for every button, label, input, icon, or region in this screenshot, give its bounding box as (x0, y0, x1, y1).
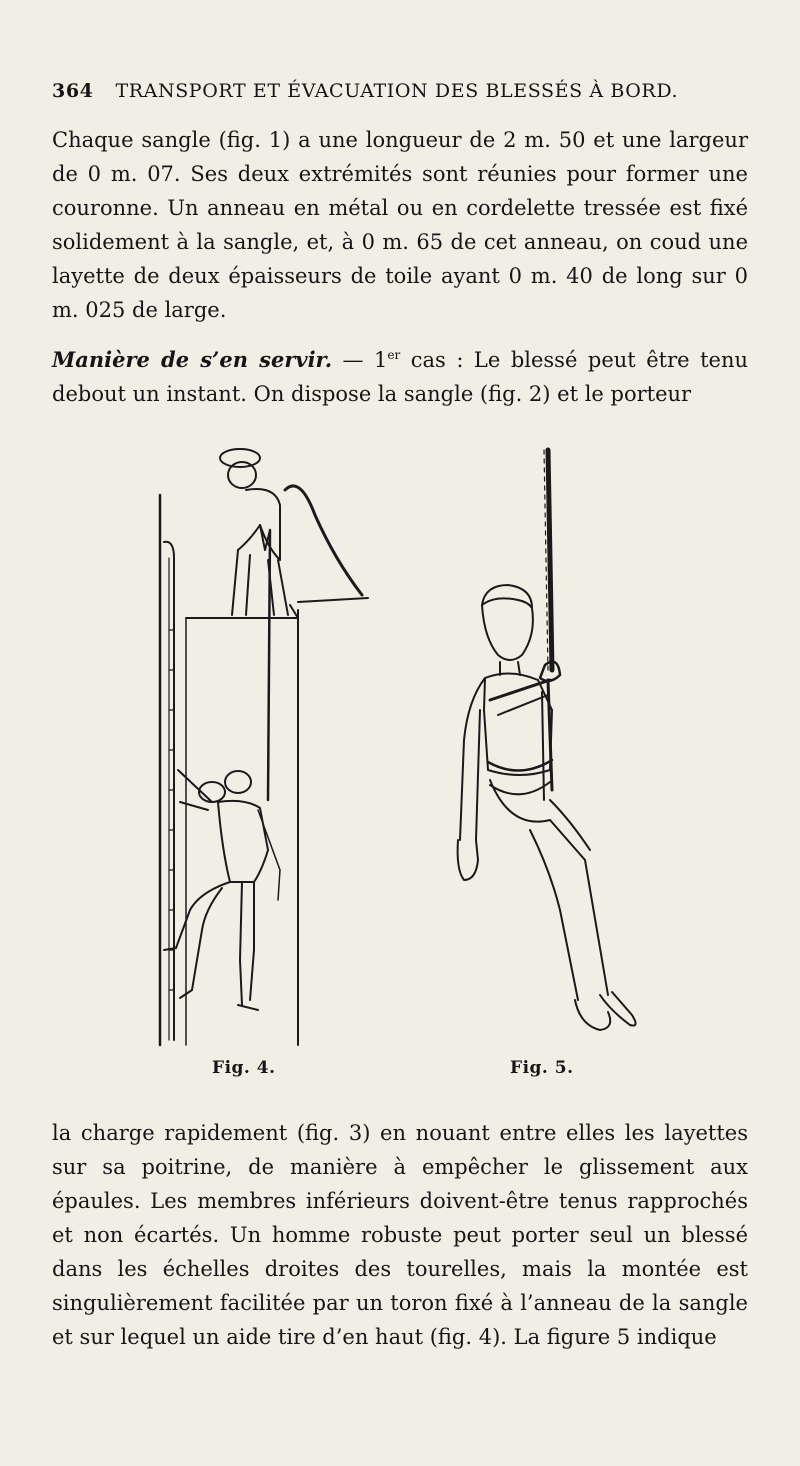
case-superscript: er (387, 348, 401, 362)
case-number: 1 (374, 348, 388, 372)
figure-4-illustration (150, 430, 390, 1055)
paragraph-carry-description: la charge rapidement (fig. 3) en nouant entre elles les layettes sur sa poitrine, de manière à empêcher le glissement aux épaules. Les membres inférieurs doivent-être tenus rapprochés et non écartés. Un homme robuste peut porter seul un blessé dans les échelles droites des tourelles, mais la montée est singulièrement facilitée par un toron fixé à l’anneau de la sangle et sur lequel un aide tire d’en haut (fig. 4). La figure 5 indique (52, 1121, 748, 1349)
case-text: cas : Le blessé peut être tenu debout un instant. On dispose la sangle (fig. 2) et le porteur (52, 348, 749, 406)
section-title: Manière de s’en servir. (52, 347, 333, 372)
figure-5-caption: Fig. 5. (510, 1058, 574, 1078)
figure-5-illustration (440, 440, 660, 1055)
page-number: 364 (52, 80, 94, 102)
running-title: TRANSPORT ET ÉVACUATION DES BLESSÉS À BORD. (115, 80, 679, 102)
figure-4-caption: Fig. 4. (212, 1058, 276, 1078)
section-dash: — (332, 348, 375, 372)
paragraph-usage-intro (52, 343, 748, 411)
paragraph-sangle-description: Chaque sangle (fig. 1) a une longueur de 2 m. 50 et une largeur de 0 m. 07. Ses deux extrémités sont réunies pour former une couronne. Un anneau en métal ou en cordelette tressée est fixé solidement à la sangle, et, à 0 m. 65 de cet anneau, on coud une layette de deux épaisseurs de toile ayant 0 m. 40 de long sur 0 m. 025 de large. (52, 128, 748, 322)
running-header (52, 80, 692, 102)
